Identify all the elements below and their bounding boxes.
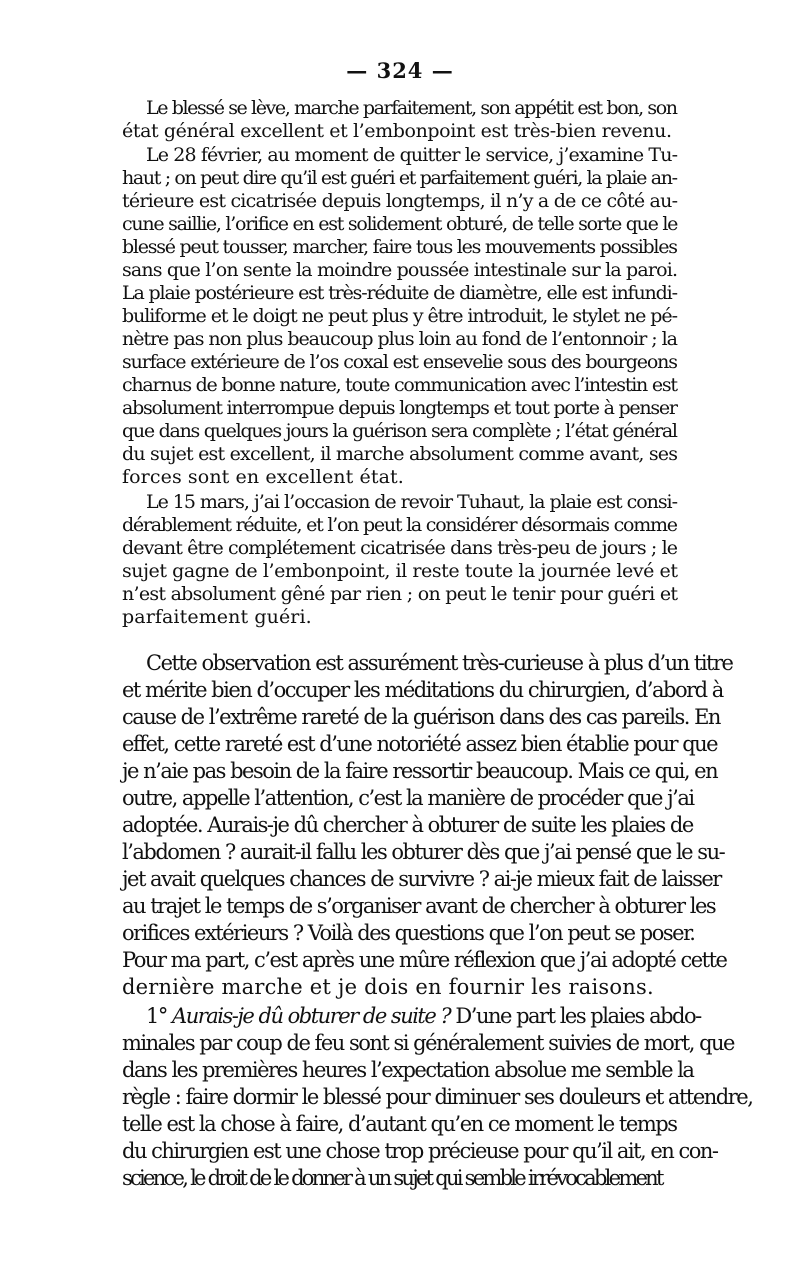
text-line: règle : faire dormir le blessé pour diminuer ses douleurs et attendre, [122,1085,753,1109]
text-line: au trajet le temps de s’organiser avant de chercher à obturer les [122,894,716,918]
text-line: je n’aie pas besoin de la faire ressortir beaucoup. Mais ce qui, en [122,759,718,783]
text-line: 1° Aurais-je dû obturer de suite ? D’une part les plaies abdo- [146,1004,701,1028]
text-line: absolument interrompue depuis longtemps et tout porte à penser [122,397,677,419]
text-line: que dans quelques jours la guérison sera complète ; l’état général [122,420,677,442]
text-line: Le 15 mars, j’ai l’occasion de revoir Tuhaut, la plaie est consi- [146,491,677,513]
text-line: sujet gagne de l’embonpoint, il reste toute la journée levé et [122,560,678,582]
text-line: cause de l’extrême rareté de la guérison dans des cas pareils. En [122,705,720,729]
text-line: La plaie postérieure est très-réduite de diamètre, elle est infundi- [122,282,677,304]
text-line: haut ; on peut dire qu’il est guéri et parfaitement guéri, la plaie an- [122,167,677,189]
text-line: dernière marche et je dois en fournir les raisons. [122,975,654,999]
text-line: devant être complétement cicatrisée dans très-peu de jours ; le [122,537,678,559]
text-line: nètre pas non plus beaucoup plus loin au fond de l’entonnoir ; la [122,328,677,350]
text-line: telle est la chose à faire, d’autant qu’en ce moment le temps [122,1112,677,1136]
text-line: Le blessé se lève, marche parfaitement, son appétit est bon, son [146,97,677,119]
text-line: surface extérieure de l’os coxal est ensevelie sous des bourgeons [122,351,677,373]
text-line: charnus de bonne nature, toute communication avec l’intestin est [122,374,677,396]
text-line: orifices extérieurs ? Voilà des questions que l’on peut se poser. [122,921,695,945]
italic-question: Aurais-je dû obturer de suite ? [172,1004,451,1028]
text-line: adoptée. Aurais-je dû chercher à obturer de suite les plaies de [122,813,693,837]
text-line: blessé peut tousser, marcher, faire tous les mouvements possibles [122,236,677,258]
text-line: science, le droit de le donner à un sujet qui semble irrévocablement [122,1166,662,1190]
page-number: — 324 — [346,58,454,83]
text-line: dérablement réduite, et l’on peut la considérer désormais comme [122,514,677,536]
text-line: Le 28 février, au moment de quitter le service, j’examine Tu- [146,144,678,166]
text-line: du sujet est excellent, il marche absolument comme avant, ses [122,443,678,465]
text-line: buliforme et le doigt ne peut plus y être introduit, le stylet ne pé- [122,305,677,327]
text-line: dans les premières heures l’expectation absolue me semble la [122,1058,694,1082]
text-line: minales par coup de feu sont si généralement suivies de mort, que [122,1031,734,1055]
text-line: n’est absolument gêné par rien ; on peut le tenir pour guéri et [122,583,678,605]
text-line: du chirurgien est une chose trop précieuse pour qu’il ait, en con- [122,1139,718,1163]
text-line: Pour ma part, c’est après une mûre réflexion que j’ai adopté cette [122,948,727,972]
text-line: sans que l’on sente la moindre poussée intestinale sur la paroi. [122,259,678,281]
text-line: forces sont en excellent état. [122,466,404,488]
text-line: térieure est cicatrisée depuis longtemps, il n’y a de ce côté au- [122,190,678,212]
text-line: et mérite bien d’occuper les méditations du chirurgien, d’abord à [122,678,723,702]
text-line: jet avait quelques chances de survivre ? ai-je mieux fait de laisser [122,867,721,891]
text-line: cune saillie, l’orifice en est solidement obturé, de telle sorte que le [122,213,678,235]
text-line: Cette observation est assurément très-curieuse à plus d’un titre [146,651,733,675]
text-line: parfaitement guéri. [122,606,312,628]
text-line: outre, appelle l’attention, c’est la manière de procéder que j’ai [122,786,694,810]
text-line: l’abdomen ? aurait-il fallu les obturer dès que j’ai pensé que le su- [122,840,725,864]
text-line: état général excellent et l’embonpoint est très-bien revenu. [122,120,672,142]
text-line: effet, cette rareté est d’une notoriété assez bien établie pour que [122,732,718,756]
